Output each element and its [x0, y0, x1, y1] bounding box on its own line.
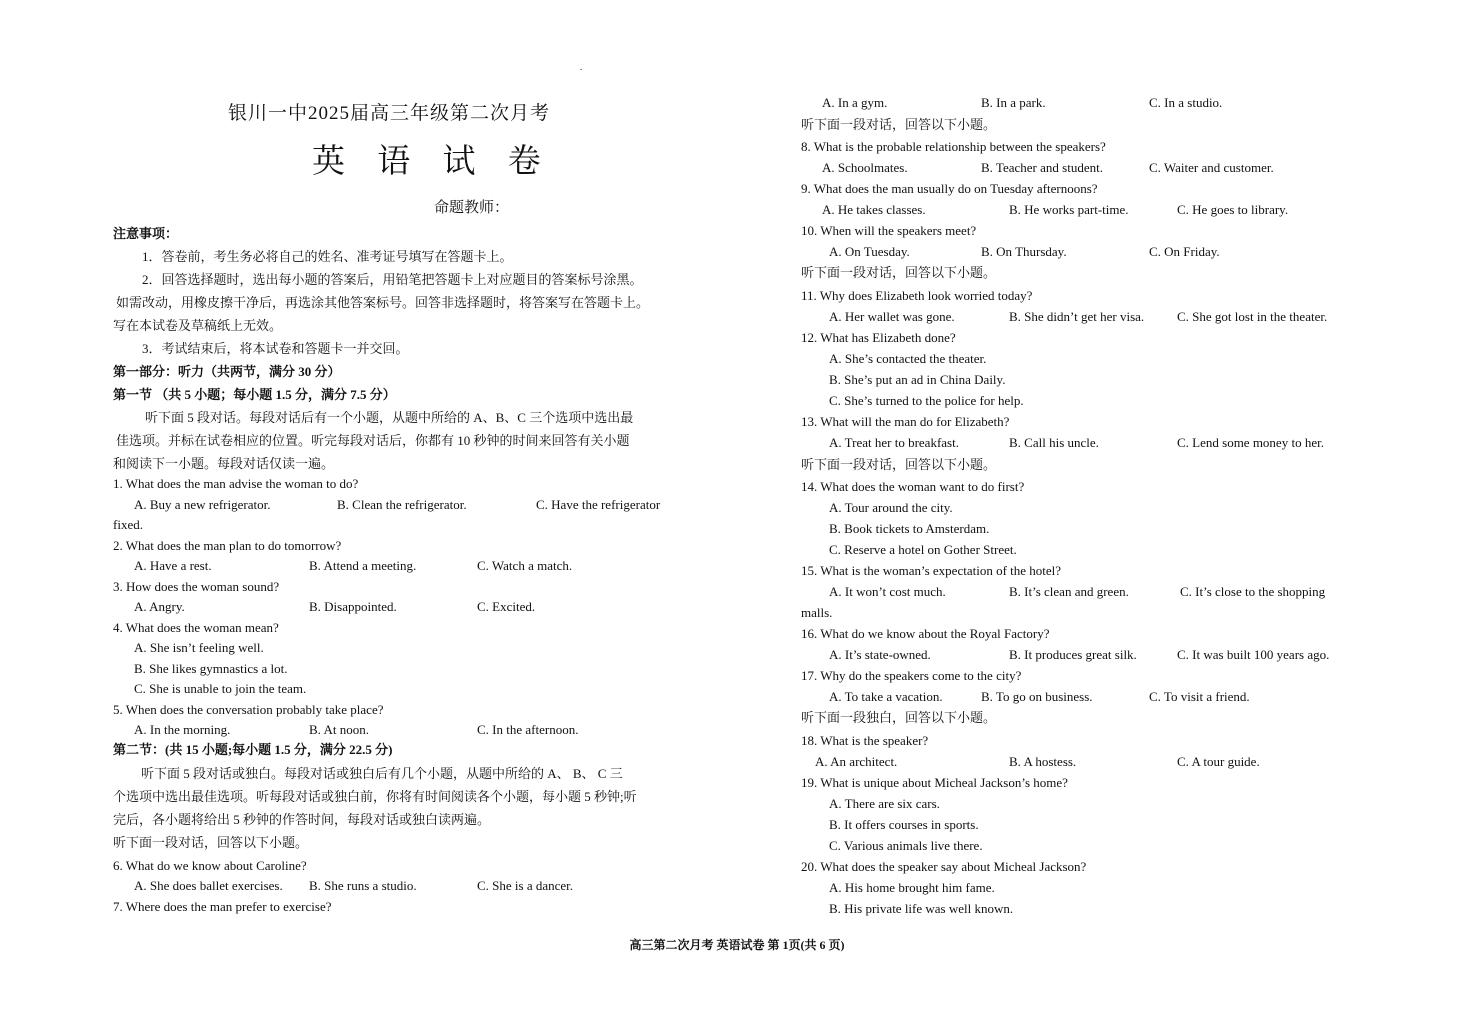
q12-option-a: A. She’s contacted the theater. [829, 351, 987, 366]
q19-option-c: C. Various animals live there. [829, 838, 983, 853]
q4-option-c: C. She is unable to join the team. [134, 681, 307, 696]
listen-instruction: 听下面一段对话，回答以下小题。 [113, 835, 309, 850]
sec2-instr-b: 个选项中选出最佳选项。听每段对话或独白前，你将有时间阅读各个小题，每小题 5 秒钟;听 [113, 789, 637, 804]
question-14: 14. What does the woman want to do first? [801, 479, 1025, 494]
q11-option-c: C. She got lost in the theater. [1177, 309, 1328, 324]
q15-option-a: A. It won’t cost much. [829, 584, 946, 599]
listen-instruction: 听下面一段对话，回答以下小题。 [801, 457, 997, 472]
school-title: 银川一中2025届高三年级第二次月考 [228, 103, 551, 124]
q1-option-b: B. Clean the refrigerator. [337, 497, 467, 512]
q2-option-a: A. Have a rest. [134, 558, 212, 573]
q17-option-c: C. To visit a friend. [1149, 689, 1250, 704]
q6-option-b: B. She runs a studio. [309, 878, 417, 893]
q18-option-b: B. A hostess. [1009, 754, 1077, 769]
question-10: 10. When will the speakers meet? [801, 223, 977, 238]
question-9: 9. What does the man usually do on Tuesday afternoons? [801, 181, 1098, 196]
q14-option-c: C. Reserve a hotel on Gother Street. [829, 542, 1017, 557]
q14-option-b: B. Book tickets to Amsterdam. [829, 521, 990, 536]
q20-option-a: A. His home brought him fame. [829, 880, 995, 895]
q13-option-a: A. Treat her to breakfast. [829, 435, 959, 450]
q13-option-b: B. Call his uncle. [1009, 435, 1099, 450]
note-1: 1．答卷前，考生务必将自己的姓名、准考证号填写在答题卡上。 [142, 249, 513, 264]
q3-option-a: A. Angry. [134, 599, 185, 614]
q4-option-a: A. She isn’t feeling well. [134, 640, 264, 655]
q9-option-b: B. He works part-time. [1009, 202, 1129, 217]
q16-option-a: A. It’s state-owned. [829, 647, 931, 662]
q8-option-b: B. Teacher and student. [981, 160, 1103, 175]
q17-option-a: A. To take a vacation. [829, 689, 943, 704]
sec1-instr-c: 和阅读下一小题。每段对话仅读一遍。 [113, 456, 335, 471]
q6-option-a: A. She does ballet exercises. [134, 878, 283, 893]
q19-option-a: A. There are six cars. [829, 796, 940, 811]
question-2: 2. What does the man plan to do tomorrow? [113, 538, 342, 553]
question-17: 17. Why do the speakers come to the city? [801, 668, 1022, 683]
q15-option-c-cont: malls. [801, 605, 833, 620]
q11-option-b: B. She didn’t get her visa. [1009, 309, 1145, 324]
q15-option-b: B. It’s clean and green. [1009, 584, 1129, 599]
question-12: 12. What has Elizabeth done? [801, 330, 956, 345]
q7-option-a: A. In a gym. [822, 95, 888, 110]
q5-option-a: A. In the morning. [134, 722, 231, 737]
q20-option-b: B. His private life was well known. [829, 901, 1014, 916]
q17-option-b: B. To go on business. [981, 689, 1093, 704]
question-13: 13. What will the man do for Elizabeth? [801, 414, 1010, 429]
q14-option-a: A. Tour around the city. [829, 500, 953, 515]
sec1-instr-a: 听下面 5 段对话。每段对话后有一个小题，从题中所给的 A、B、C 三个选项中选出最 [145, 410, 634, 425]
question-6: 6. What do we know about Caroline? [113, 858, 307, 873]
stray-dot: . [580, 62, 583, 72]
q16-option-b: B. It produces great silk. [1009, 647, 1137, 662]
q3-option-c: C. Excited. [477, 599, 536, 614]
sec1-instr-b: 佳选项。并标在试卷相应的位置。听完每段对话后，你都有 10 秒钟的时间来回答有关小题 [116, 433, 630, 448]
q8-option-c: C. Waiter and customer. [1149, 160, 1274, 175]
paper-title: 英 语 试 卷 [312, 144, 553, 180]
question-11: 11. Why does Elizabeth look worried today? [801, 288, 1033, 303]
listen-instruction: 听下面一段对话，回答以下小题。 [801, 265, 997, 280]
question-20: 20. What does the speaker say about Micheal Jackson? [801, 859, 1087, 874]
page-footer: 高三第二次月考 英语试卷 第 1页(共 6 页) [629, 938, 845, 952]
question-4: 4. What does the woman mean? [113, 620, 279, 635]
listen-monolog-instruction: 听下面一段独白，回答以下小题。 [801, 710, 997, 725]
q6-option-c: C. She is a dancer. [477, 878, 574, 893]
q18-option-c: C. A tour guide. [1177, 754, 1260, 769]
note-2c: 写在本试卷及草稿纸上无效。 [113, 318, 283, 333]
q10-option-a: A. On Tuesday. [829, 244, 910, 259]
author-label: 命题教师： [434, 200, 510, 216]
q1-option-c-cont: fixed. [113, 517, 143, 532]
part1-heading: 第一部分：听力（共两节，满分 30 分） [113, 364, 341, 379]
q1-option-c: C. Have the refrigerator [536, 497, 661, 512]
q7-option-b: B. In a park. [981, 95, 1046, 110]
q3-option-b: B. Disappointed. [309, 599, 397, 614]
question-16: 16. What do we know about the Royal Factory? [801, 626, 1050, 641]
q9-option-c: C. He goes to library. [1177, 202, 1289, 217]
note-2a: 2．回答选择题时，选出每小题的答案后，用铅笔把答题卡上对应题目的答案标号涂黑。 [142, 272, 643, 287]
note-3: 3．考试结束后，将本试卷和答题卡一并交回。 [142, 341, 409, 356]
sec2-heading: 第二节：(共 15 小题;每小题 1.5 分，满分 22.5 分) [113, 742, 393, 757]
q4-option-b: B. She likes gymnastics a lot. [134, 661, 288, 676]
q10-option-b: B. On Thursday. [981, 244, 1067, 259]
listen-instruction: 听下面一段对话，回答以下小题。 [801, 117, 997, 132]
notes-heading: 注意事项： [113, 226, 179, 241]
q2-option-b: B. Attend a meeting. [309, 558, 417, 573]
question-1: 1. What does the man advise the woman to do? [113, 476, 359, 491]
sec1-heading: 第一节 （共 5 小题；每小题 1.5 分，满分 7.5 分） [113, 387, 396, 402]
note-2b: 如需改动，用橡皮擦干净后，再选涂其他答案标号。回答非选择题时，将答案写在答题卡上。 [116, 295, 650, 310]
q12-option-c: C. She’s turned to the police for help. [829, 393, 1024, 408]
sec2-instr-c: 完后，各小题将给出 5 秒钟的作答时间，每段对话或独白读两遍。 [113, 812, 491, 827]
q5-option-b: B. At noon. [309, 722, 369, 737]
q9-option-a: A. He takes classes. [822, 202, 926, 217]
sec2-instr-a: 听下面 5 段对话或独白。每段对话或独白后有几个小题，从题中所给的 A、 B、 C 三 [141, 766, 623, 781]
question-5: 5. When does the conversation probably take place? [113, 702, 384, 717]
q8-option-a: A. Schoolmates. [822, 160, 908, 175]
question-7: 7. Where does the man prefer to exercise? [113, 899, 332, 914]
q15-option-c: C. It’s close to the shopping [1180, 584, 1326, 599]
q12-option-b: B. She’s put an ad in China Daily. [829, 372, 1006, 387]
q16-option-c: C. It was built 100 years ago. [1177, 647, 1330, 662]
q19-option-b: B. It offers courses in sports. [829, 817, 979, 832]
question-15: 15. What is the woman’s expectation of the hotel? [801, 563, 1062, 578]
q13-option-c: C. Lend some money to her. [1177, 435, 1324, 450]
question-8: 8. What is the probable relationship between the speakers? [801, 139, 1106, 154]
q5-option-c: C. In the afternoon. [477, 722, 579, 737]
q11-option-a: A. Her wallet was gone. [829, 309, 955, 324]
q18-option-a: A. An architect. [815, 754, 898, 769]
q1-option-a: A. Buy a new refrigerator. [134, 497, 271, 512]
q10-option-c: C. On Friday. [1149, 244, 1220, 259]
q2-option-c: C. Watch a match. [477, 558, 573, 573]
question-18: 18. What is the speaker? [801, 733, 929, 748]
q7-option-c: C. In a studio. [1149, 95, 1223, 110]
question-3: 3. How does the woman sound? [113, 579, 280, 594]
question-19: 19. What is unique about Micheal Jackson’s home? [801, 775, 1068, 790]
